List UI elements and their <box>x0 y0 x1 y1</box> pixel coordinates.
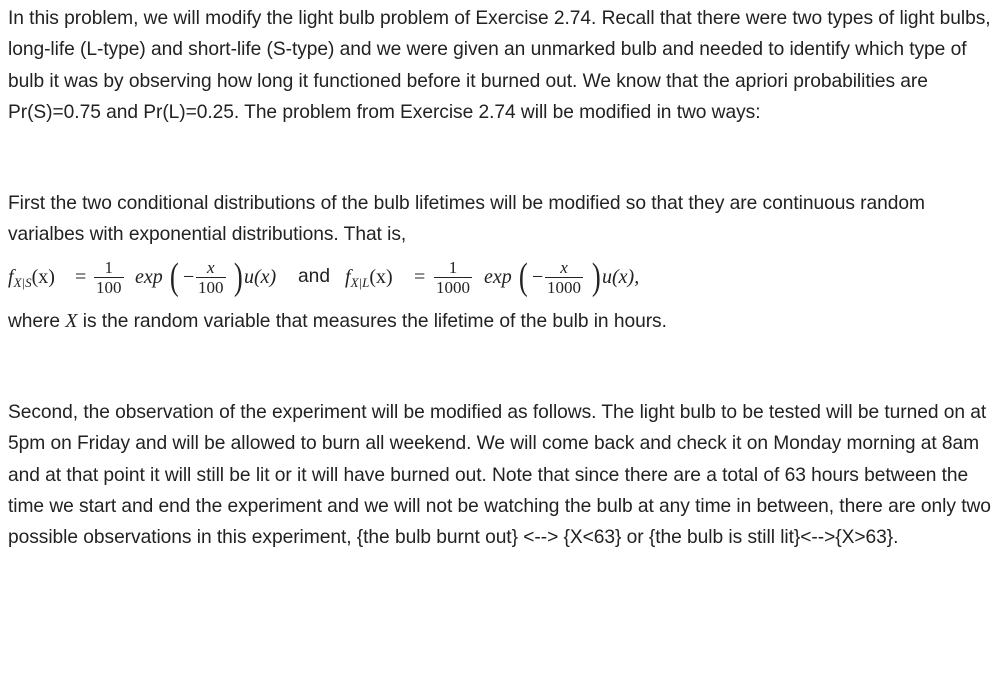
document-body <box>8 3 1003 554</box>
minus-sign: − <box>183 266 195 289</box>
exp-word: exp <box>135 266 163 289</box>
denominator: 1000 <box>436 278 470 298</box>
right-paren: ) <box>591 256 601 299</box>
f-symbol: f <box>345 266 351 289</box>
fraction-1-over-100 <box>94 258 124 297</box>
random-variable-x: X <box>65 310 78 333</box>
equals-sign: = <box>414 266 426 289</box>
where-text-after: is the random variable that measures the lifetime of the bulb in hours. <box>77 311 667 333</box>
unit-step-term: u(x), <box>602 266 640 289</box>
pdf-equation <box>8 256 1003 302</box>
numerator: x <box>545 258 583 278</box>
unit-step-term: u(x) <box>244 266 277 289</box>
left-paren: ( <box>518 256 528 299</box>
where-text-before: where <box>8 311 66 333</box>
left-paren: ( <box>169 256 179 299</box>
subscript-xl: X|L <box>350 275 370 291</box>
denominator: 100 <box>96 278 122 298</box>
numerator: x <box>196 258 226 278</box>
second-paragraph: Second, the observation of the experiment will be modified as follows. The light bulb to be tested will be turned on at 5pm on Friday and will be allowed to burn all weekend. We will come back and check it on Monday morning at 8am and at that point it will still be lit or it will have burned out. Note that since there are a total of 63 hours between the time we start and end the experiment and we will not be watching the bulb at any time in between, there are only two possible observations in this experiment, {the bulb burnt out} <--> {X<63} or {the bulb is still lit}<-->{X>63}. <box>8 401 991 549</box>
numerator: 1 <box>434 258 472 278</box>
fraction-x-over-100 <box>196 258 226 297</box>
f-xl-term <box>345 266 393 289</box>
intro-paragraph: In this problem, we will modify the light bulb problem of Exercise 2.74. Recall that there were two types of light bulbs, long-life (L-type) and short-life (S-type) and we were given an unmarked bulb and needed to identify which type of bulb it was by observing how long it functioned before it burned out. We know that the apriori probabilities are Pr(S)=0.75 and Pr(L)=0.25. The problem from Exercise 2.74 will be modified in two ways: <box>8 8 991 124</box>
subscript-xs: X|S <box>13 275 32 291</box>
function-argument: (x) <box>31 266 55 289</box>
denominator: 100 <box>198 278 224 298</box>
fraction-1-over-1000 <box>434 258 472 297</box>
equals-sign: = <box>75 266 87 289</box>
right-paren: ) <box>233 256 243 299</box>
first-paragraph: First the two conditional distributions of the bulb lifetimes will be modified so that they are continuous random varialbes with exponential distributions. That is, <box>8 192 925 246</box>
numerator: 1 <box>94 258 124 278</box>
exp-word: exp <box>484 266 512 289</box>
function-argument: (x) <box>369 266 393 289</box>
and-word: and <box>298 266 331 288</box>
denominator: 1000 <box>547 278 581 298</box>
f-xs-term <box>8 266 55 289</box>
fraction-x-over-1000 <box>545 258 583 297</box>
where-paragraph <box>8 306 1003 337</box>
f-symbol: f <box>8 266 14 289</box>
minus-sign: − <box>532 266 544 289</box>
